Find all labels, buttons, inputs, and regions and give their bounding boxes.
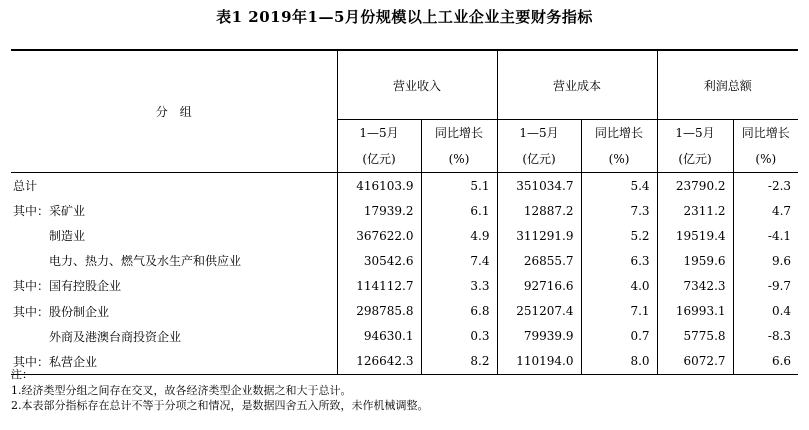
row-label: 外商及港澳台商投资企业 bbox=[49, 329, 182, 344]
profit-growth-cell: 9.6 bbox=[733, 248, 798, 273]
table-row bbox=[11, 298, 798, 323]
subheader-growth bbox=[733, 120, 798, 173]
table-row bbox=[11, 223, 798, 248]
profit-growth-cell: -8.3 bbox=[733, 324, 798, 349]
table-row bbox=[11, 324, 798, 349]
table-title: 表1 2019年1—5月份规模以上工业企业主要财务指标 bbox=[216, 8, 593, 26]
profit-growth-cell: -4.1 bbox=[733, 223, 798, 248]
col-group-cost: 营业成本 bbox=[497, 50, 657, 120]
revenue-cell: 114112.7 bbox=[337, 273, 421, 298]
subheader-percent-line2: (%) bbox=[608, 152, 630, 166]
revenue-growth-cell: 4.9 bbox=[421, 223, 497, 248]
subheader-unit-line2: (亿元) bbox=[678, 152, 712, 166]
table-row bbox=[11, 198, 798, 223]
revenue-growth-cell: 3.3 bbox=[421, 273, 497, 298]
profit-growth-cell: -2.3 bbox=[733, 173, 798, 199]
group-header: 分 组 bbox=[11, 50, 337, 173]
profit-cell: 7342.3 bbox=[657, 273, 733, 298]
note-1: 1.经济类型分组之间存在交叉，故各经济类型企业数据之和大于总计。 bbox=[11, 383, 352, 397]
table-notes bbox=[11, 367, 429, 414]
subheader-period-line1: 1—5月 bbox=[359, 126, 399, 140]
cost-cell: 12887.2 bbox=[497, 198, 581, 223]
cost-cell: 92716.6 bbox=[497, 273, 581, 298]
revenue-cell: 126642.3 bbox=[337, 349, 421, 375]
row-label: 其中：采矿业 bbox=[13, 204, 86, 219]
cost-cell: 110194.0 bbox=[497, 349, 581, 375]
subheader-period-line1: 1—5月 bbox=[675, 126, 715, 140]
table-row bbox=[11, 273, 798, 298]
subheader-growth bbox=[421, 120, 497, 173]
profit-cell: 1959.6 bbox=[657, 248, 733, 273]
revenue-growth-cell: 0.3 bbox=[421, 324, 497, 349]
col-group-revenue: 营业收入 bbox=[337, 50, 497, 120]
row-label: 制造业 bbox=[49, 229, 86, 244]
cost-growth-cell: 6.3 bbox=[581, 248, 657, 273]
profit-growth-cell: 6.6 bbox=[733, 349, 798, 375]
subheader-growth bbox=[581, 120, 657, 173]
subheader-period bbox=[657, 120, 733, 173]
profit-cell: 5775.8 bbox=[657, 324, 733, 349]
profit-growth-cell: -9.7 bbox=[733, 273, 798, 298]
row-label: 其中：股份制企业 bbox=[13, 304, 110, 319]
revenue-growth-cell: 6.1 bbox=[421, 198, 497, 223]
revenue-growth-cell: 8.2 bbox=[421, 349, 497, 375]
cost-cell: 251207.4 bbox=[497, 298, 581, 323]
subheader-growth-line1: 同比增长 bbox=[741, 126, 790, 140]
profit-cell: 19519.4 bbox=[657, 223, 733, 248]
revenue-cell: 367622.0 bbox=[337, 223, 421, 248]
cost-cell: 311291.9 bbox=[497, 223, 581, 248]
subheader-percent-line2: (%) bbox=[755, 152, 777, 166]
subheader-unit-line2: (亿元) bbox=[362, 152, 396, 166]
row-label: 电力、热力、燃气及水生产和供应业 bbox=[49, 254, 242, 269]
cost-cell: 26855.7 bbox=[497, 248, 581, 273]
cost-growth-cell: 4.0 bbox=[581, 273, 657, 298]
notes-heading: 注： bbox=[11, 368, 33, 381]
subheader-growth-line1: 同比增长 bbox=[435, 126, 484, 140]
revenue-growth-cell: 5.1 bbox=[421, 173, 497, 199]
cost-growth-cell: 5.4 bbox=[581, 173, 657, 199]
profit-cell: 6072.7 bbox=[657, 349, 733, 375]
revenue-cell: 30542.6 bbox=[337, 248, 421, 273]
profit-cell: 16993.1 bbox=[657, 298, 733, 323]
profit-growth-cell: 0.4 bbox=[733, 298, 798, 323]
revenue-growth-cell: 6.8 bbox=[421, 298, 497, 323]
profit-cell: 2311.2 bbox=[657, 198, 733, 223]
profit-cell: 23790.2 bbox=[657, 173, 733, 199]
cost-growth-cell: 7.1 bbox=[581, 298, 657, 323]
subheader-period bbox=[497, 120, 581, 173]
subheader-percent-line2: (%) bbox=[448, 152, 470, 166]
cost-growth-cell: 8.0 bbox=[581, 349, 657, 375]
table-row bbox=[11, 248, 798, 273]
subheader-period-line1: 1—5月 bbox=[519, 126, 559, 140]
profit-growth-cell: 4.7 bbox=[733, 198, 798, 223]
revenue-cell: 94630.1 bbox=[337, 324, 421, 349]
revenue-growth-cell: 7.4 bbox=[421, 248, 497, 273]
row-label: 其中：私营企业 bbox=[11, 349, 337, 375]
table-row bbox=[11, 173, 798, 199]
cost-cell: 79939.9 bbox=[497, 324, 581, 349]
row-label: 总计 bbox=[11, 173, 337, 199]
cost-growth-cell: 7.3 bbox=[581, 198, 657, 223]
cost-growth-cell: 5.2 bbox=[581, 223, 657, 248]
col-group-profit: 利润总额 bbox=[657, 50, 798, 120]
revenue-cell: 298785.8 bbox=[337, 298, 421, 323]
subheader-unit-line2: (亿元) bbox=[522, 152, 556, 166]
note-2: 2.本表部分指标存在总计不等于分项之和情况，是数据四舍五入所致，未作机械调整。 bbox=[11, 399, 429, 412]
cost-growth-cell: 0.7 bbox=[581, 324, 657, 349]
revenue-cell: 416103.9 bbox=[337, 173, 421, 199]
row-label: 其中：国有控股企业 bbox=[13, 279, 122, 294]
subheader-period bbox=[337, 120, 421, 173]
cost-cell: 351034.7 bbox=[497, 173, 581, 199]
revenue-cell: 17939.2 bbox=[337, 198, 421, 223]
subheader-growth-line1: 同比增长 bbox=[595, 126, 644, 140]
financial-indicators-table bbox=[11, 49, 798, 375]
